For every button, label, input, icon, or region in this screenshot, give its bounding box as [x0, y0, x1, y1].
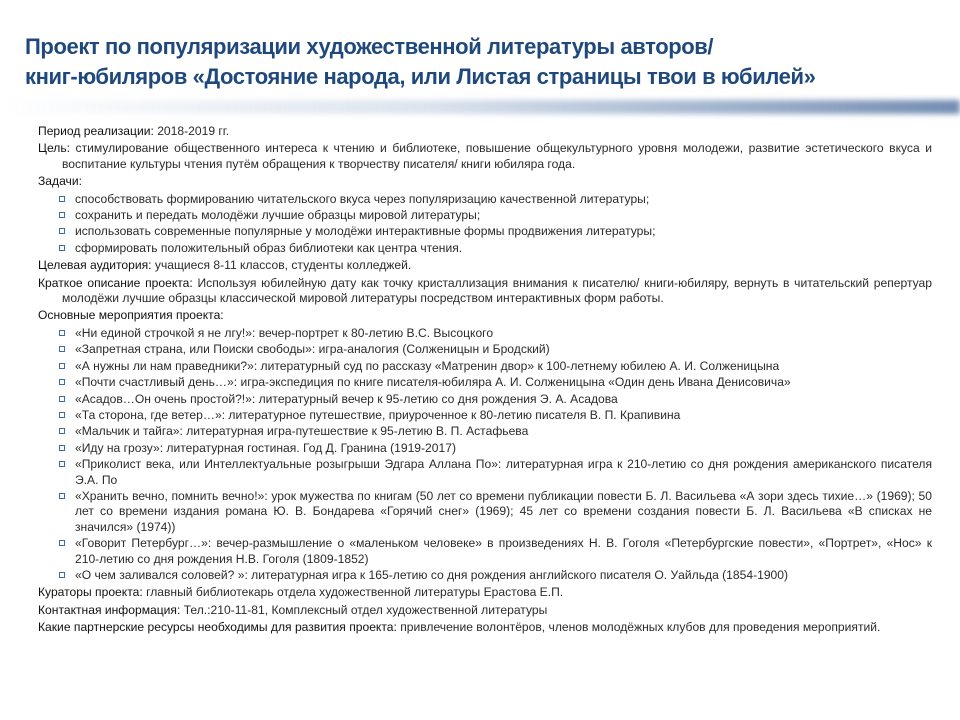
title-underline-shadow: [0, 100, 960, 114]
goal-paragraph: [38, 141, 932, 172]
list-item: [38, 241, 932, 256]
partners-paragraph: [38, 620, 932, 635]
square-bullet-icon: [59, 396, 65, 402]
partners-value: привлечение волонтёров, членов молодёжных клубов для проведения мероприятий.: [396, 620, 881, 635]
event-text: «Говорит Петербург…»: вечер-размышление о «маленьком человеке» в произведениях Н. В. Гоголя «Петербургские повести», «Портрет», «Нос» к 210-летию со дня рождения Н.В. Гоголя (1809-1852): [75, 536, 932, 566]
tasks-list: [38, 192, 932, 257]
goal-label: Цель:: [38, 141, 70, 156]
curators-value: главный библиотекарь отдела художественной литературы Ерастова Е.П.: [142, 585, 564, 600]
task-text: сформировать положительный образ библиотеки как центра чтения.: [75, 240, 463, 255]
audience-line: [38, 258, 932, 273]
square-bullet-icon: [59, 572, 65, 578]
list-item: [38, 359, 932, 374]
event-text: «Мальчик и тайга»: литературная игра-путешествие к 95-летию В. П. Астафьева: [75, 424, 529, 439]
task-text: использовать современные популярные у молодёжи интерактивные формы продвижения литературы;: [75, 224, 656, 239]
description-value: Используя юбилейную дату как точку кристаллизация внимания к писателю/ книги-юбиляру, вернуть в читательский репертуар молодёжи лучшие образцы классической мировой литературы посредством интерактивных форм работы.: [62, 275, 932, 306]
period-value: 2018-2019 гг.: [153, 124, 230, 138]
square-bullet-icon: [59, 346, 65, 352]
page-title-line-1: Проект по популяризации художественной литературы авторов/: [25, 34, 714, 59]
event-text: «Иду на грозу»: литературная гостиная. Год Д. Гранина (1919-2017): [75, 440, 456, 455]
page-title-line-2: книг-юбиляров «Достояние народа, или Листая страницы твои в юбилей»: [25, 64, 816, 89]
title-area: [0, 14, 960, 100]
event-text: «Почти счастливый день…»: игра-экспедиция по книге писателя-юбиляра А. И. Солженицына «Один день Ивана Денисовича»: [75, 375, 791, 390]
curators-label: Кураторы проекта:: [38, 585, 143, 600]
partners-label: Какие партнерские ресурсы необходимы для развития проекта:: [38, 620, 397, 635]
list-item: [38, 326, 932, 341]
square-bullet-icon: [59, 461, 65, 467]
list-item: [38, 424, 932, 439]
square-bullet-icon: [59, 493, 65, 499]
square-bullet-icon: [59, 363, 65, 369]
tasks-heading: [38, 174, 932, 189]
goal-value: стимулирование общественного интереса к чтению и библиотеке, повышение общекультурного уровня молодежи, развитие эстетического вкуса и воспитание культуры чтения путём обращения к творчеству писателя/ книги юбиляра года.: [62, 141, 932, 171]
list-item: [38, 441, 932, 456]
project-description: [38, 124, 932, 638]
description-paragraph: [38, 276, 932, 307]
contacts-line: [38, 603, 932, 618]
list-item: [38, 392, 932, 407]
task-text: способствовать формированию читательского вкуса через популяризацию качественной литературы;: [75, 191, 650, 206]
event-text: «О чем заливался соловей? »: литературная игра к 165-летию со дня рождения английского писателя О. Уайльда (1854-1900): [75, 567, 789, 582]
list-item: [38, 192, 932, 207]
event-text: «Асадов…Он очень простой?!»: литературный вечер к 95-летию со дня рождения Э. А. Асадова: [75, 391, 618, 406]
list-item: [38, 568, 932, 583]
curators-line: [38, 585, 932, 600]
square-bullet-icon: [59, 330, 65, 336]
square-bullet-icon: [59, 412, 65, 418]
event-text: «Запретная страна, или Поиски свободы»: игра-аналогия (Солженицын и Бродский): [75, 342, 550, 357]
period-line: [38, 124, 932, 139]
tasks-label: Задачи:: [38, 174, 82, 189]
square-bullet-icon: [59, 196, 65, 202]
event-text: «Ни единой строчкой я не лгу!»: вечер-портрет к 80-летию В.С. Высоцкого: [75, 325, 494, 340]
square-bullet-icon: [59, 212, 65, 218]
audience-label: Целевая аудитория:: [38, 258, 152, 273]
list-item: [38, 375, 932, 390]
event-text: «Хранить вечно, помнить вечно!»: урок мужества по книгам (50 лет со времени публикации повести Б. Л. Васильева «А зори здесь тихие…» (1969); 50 лет со времени издания романа Ю. В. Бондарева «Горячий снег» (1969); 45 лет со времени создания повести Б. Л. Васильева «В списках не значился» (1974)): [75, 488, 932, 534]
page-title: [25, 32, 925, 92]
event-text: «Приколист века, или Интеллектуальные розыгрыши Эдгара Аллана По»: литературная игра к 210-летию со дня рождения американского писателя Э.А. По: [75, 457, 932, 487]
square-bullet-icon: [59, 379, 65, 385]
description-label: Краткое описание проекта:: [38, 275, 193, 290]
period-label: Период реализации:: [38, 124, 154, 138]
list-item: [38, 408, 932, 423]
square-bullet-icon: [59, 540, 65, 546]
square-bullet-icon: [59, 445, 65, 451]
list-item: [38, 489, 932, 535]
events-heading: [38, 308, 932, 323]
contacts-label: Контактная информация:: [38, 602, 181, 617]
events-list: [38, 326, 932, 584]
audience-value: учащиеся 8-11 классов, студенты колледжей.: [151, 258, 412, 273]
square-bullet-icon: [59, 245, 65, 251]
list-item: [38, 536, 932, 567]
events-label: Основные мероприятия проекта:: [38, 308, 224, 323]
square-bullet-icon: [59, 228, 65, 234]
contacts-value: Тел.:210-11-81, Комплексный отдел художественной литературы: [180, 602, 548, 617]
list-item: [38, 342, 932, 357]
square-bullet-icon: [59, 428, 65, 434]
list-item: [38, 224, 932, 239]
list-item: [38, 457, 932, 488]
task-text: сохранить и передать молодёжи лучшие образцы мировой литературы;: [75, 208, 481, 223]
event-text: «Та сторона, где ветер…»: литературное путешествие, приуроченное к 80-летию писателя В. П. Крапивина: [75, 407, 681, 422]
event-text: «А нужны ли нам праведники?»: литературный суд по рассказу «Матренин двор» к 100-летнему юбилею А. И. Солженицына: [75, 358, 780, 373]
list-item: [38, 208, 932, 223]
